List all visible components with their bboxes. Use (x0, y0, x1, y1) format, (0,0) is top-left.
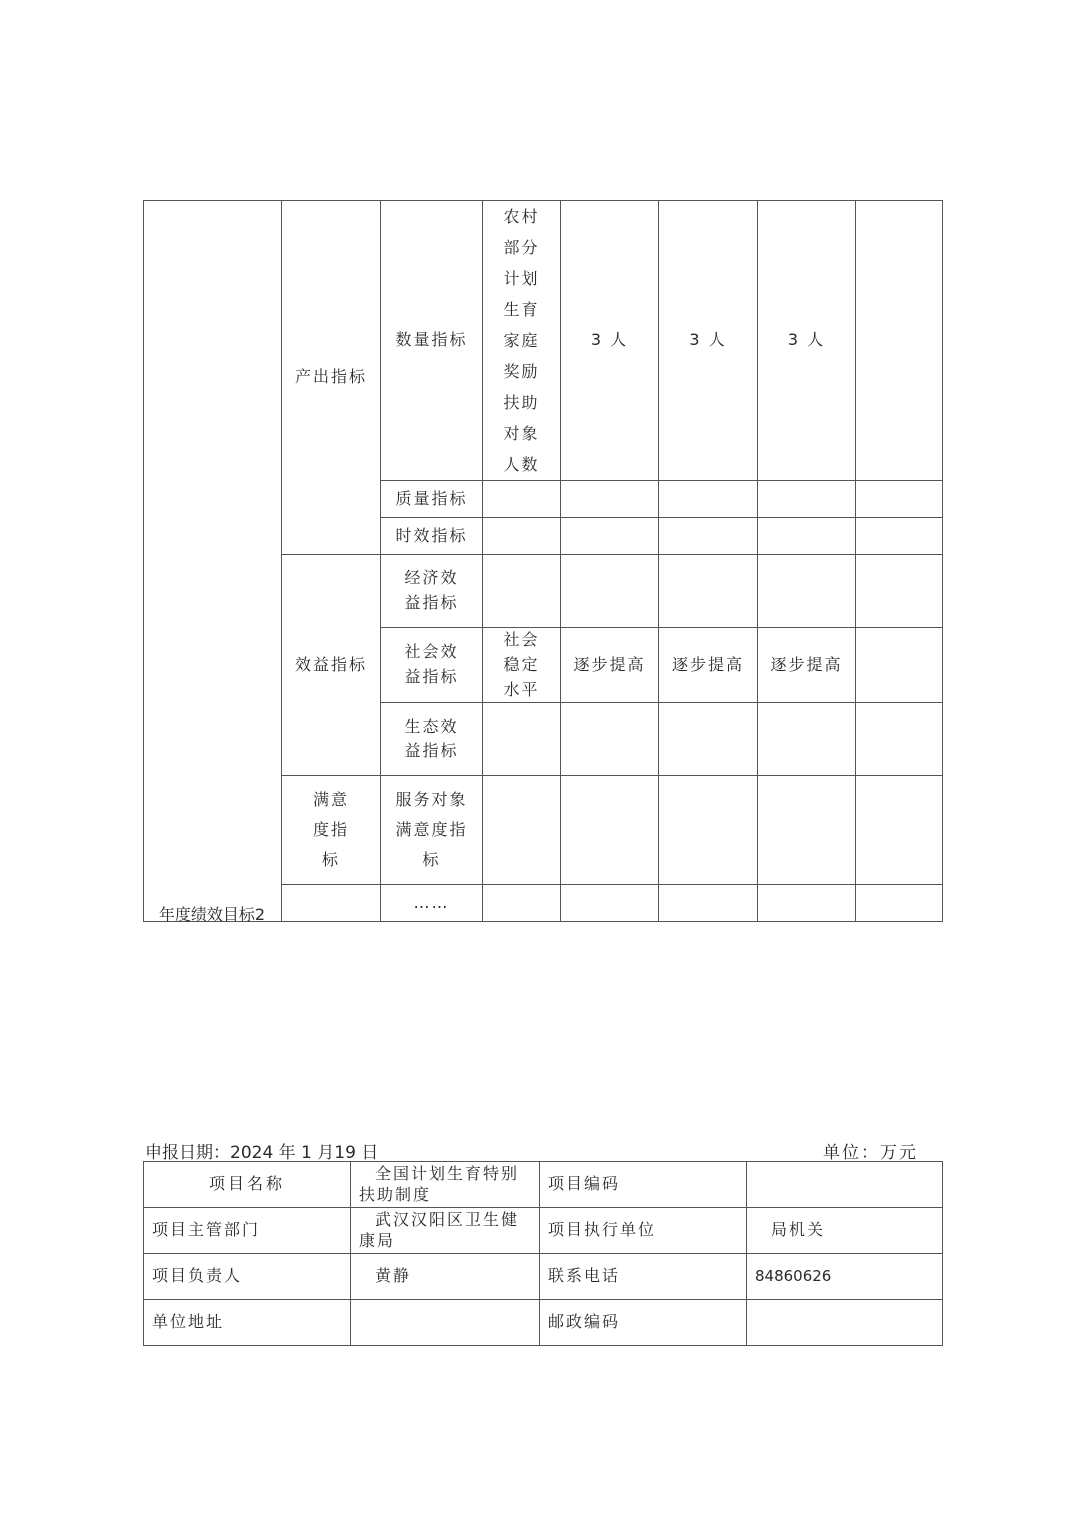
quantity-item-cell: 农村部分计划生育家庭奖励扶助对象人数 (483, 201, 561, 481)
empty-cell (758, 703, 856, 776)
empty-cell (561, 518, 659, 555)
report-meta-line (145, 1138, 918, 1163)
empty-cell (483, 481, 561, 518)
address-label: 单位地址 (144, 1300, 351, 1346)
person-value: 黄静 (351, 1254, 540, 1300)
phone-value: 84860626 (747, 1254, 943, 1300)
empty-cell (659, 885, 758, 922)
empty-cell (659, 518, 758, 555)
output-indicator-cell: 产出指标 (282, 201, 381, 555)
benefit-indicator-cell: 效益指标 (282, 555, 381, 776)
quantity-indicator-cell: 数量指标 (381, 201, 483, 481)
empty-cell (856, 776, 943, 885)
empty-cell (856, 555, 943, 628)
annual-goal-2-cell: 年度绩效目标2 (282, 885, 381, 922)
quality-indicator-cell: 质量指标 (381, 481, 483, 518)
empty-cell (659, 555, 758, 628)
report-date: 申报日期：2024 年 1 月19 日 (145, 1143, 379, 1163)
empty-cell (758, 481, 856, 518)
unit-label: 单位：万元 (823, 1143, 918, 1163)
exec-unit-value: 局机关 (747, 1208, 943, 1254)
postcode-label: 邮政编码 (540, 1300, 747, 1346)
empty-cell (561, 703, 659, 776)
phone-label: 联系电话 (540, 1254, 747, 1300)
service-satisfaction-cell: 服务对象满意度指标 (381, 776, 483, 885)
quantity-value-cell: 3 人 (561, 201, 659, 481)
project-name-label: 项目名称 (144, 1162, 351, 1208)
project-code-value (747, 1162, 943, 1208)
empty-cell (856, 703, 943, 776)
empty-cell (483, 885, 561, 922)
project-info-table (143, 1161, 943, 1346)
project-name-value: 全国计划生育特别扶助制度 (351, 1162, 540, 1208)
dept-value: 武汉汉阳区卫生健康局 (351, 1208, 540, 1254)
social-value-cell: 逐步提高 (758, 628, 856, 703)
exec-unit-label: 项目执行单位 (540, 1208, 747, 1254)
project-code-label: 项目编码 (540, 1162, 747, 1208)
empty-cell (483, 518, 561, 555)
empty-cell (659, 703, 758, 776)
social-value-cell: 逐步提高 (659, 628, 758, 703)
empty-cell (758, 776, 856, 885)
empty-cell (483, 703, 561, 776)
empty-cell (659, 776, 758, 885)
ecological-benefit-cell: 生态效益指标 (381, 703, 483, 776)
performance-indicator-table (143, 200, 943, 925)
empty-cell (758, 555, 856, 628)
empty-cell (561, 555, 659, 628)
empty-cell (561, 776, 659, 885)
social-value-cell: 逐步提高 (561, 628, 659, 703)
person-label: 项目负责人 (144, 1254, 351, 1300)
quantity-value-cell: 3 人 (758, 201, 856, 481)
empty-cell (856, 481, 943, 518)
timeliness-indicator-cell: 时效指标 (381, 518, 483, 555)
ellipsis-cell: …… (381, 885, 483, 922)
empty-cell (483, 776, 561, 885)
empty-cell (856, 628, 943, 703)
social-item-cell: 社会稳定水平 (483, 628, 561, 703)
satisfaction-indicator-cell: 满意度指标 (282, 776, 381, 885)
economic-benefit-cell: 经济效益指标 (381, 555, 483, 628)
empty-cell (856, 885, 943, 922)
empty-cell (856, 201, 943, 481)
blank-first-column (144, 201, 282, 922)
address-value (351, 1300, 540, 1346)
empty-cell (561, 481, 659, 518)
empty-cell (758, 518, 856, 555)
dept-label: 项目主管部门 (144, 1208, 351, 1254)
social-benefit-cell: 社会效益指标 (381, 628, 483, 703)
empty-cell (659, 481, 758, 518)
quantity-value-cell: 3 人 (659, 201, 758, 481)
empty-cell (561, 885, 659, 922)
empty-cell (758, 885, 856, 922)
empty-cell (856, 518, 943, 555)
postcode-value (747, 1300, 943, 1346)
empty-cell (483, 555, 561, 628)
